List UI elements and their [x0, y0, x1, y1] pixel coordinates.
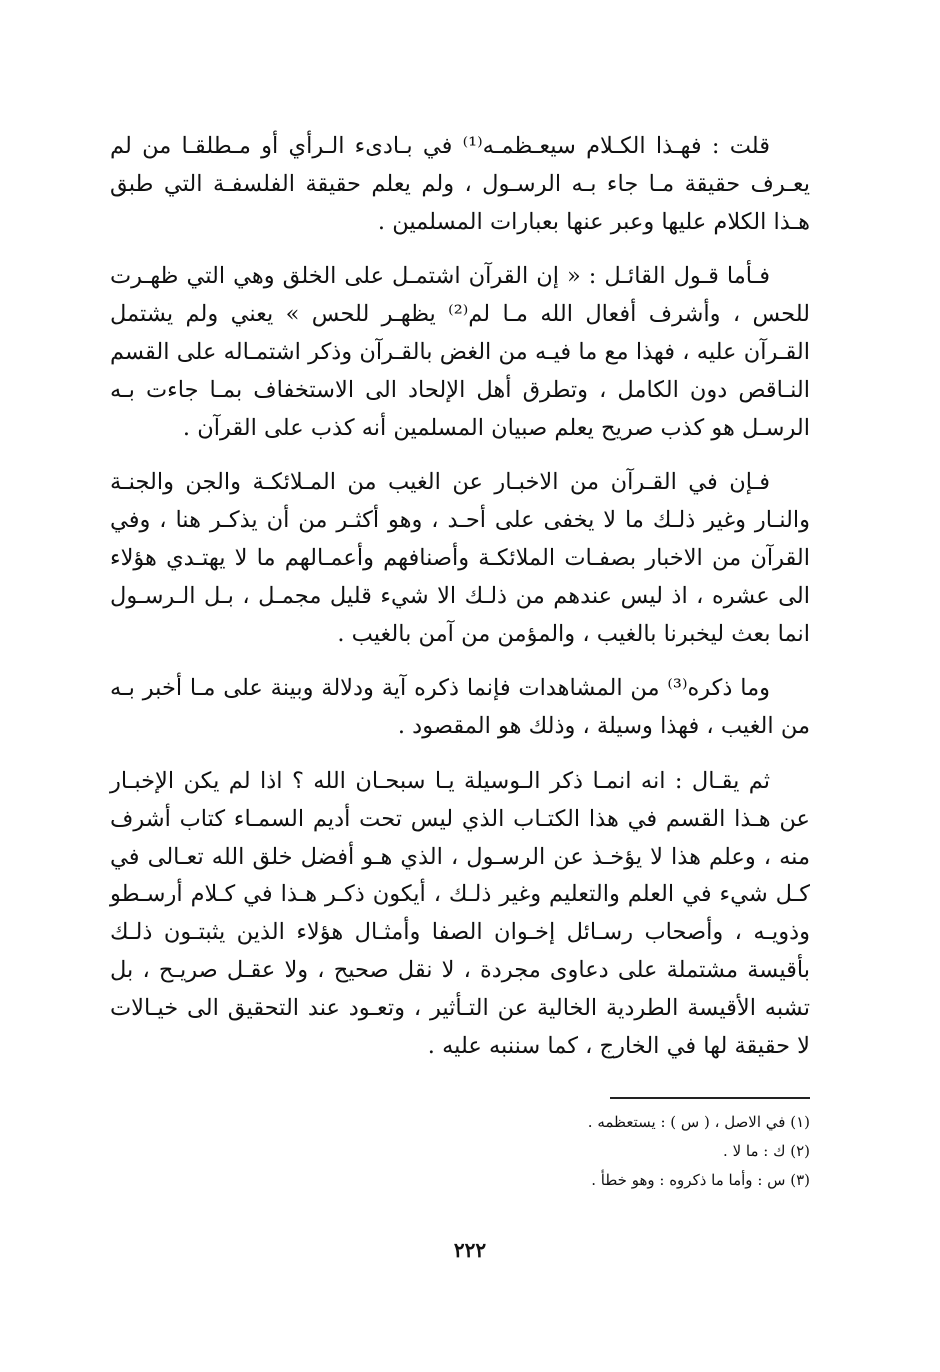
footnote-3: (٣) س : وأما ما ذكروه : وهو خطأ .	[591, 1171, 810, 1189]
footnote-divider	[610, 1097, 810, 1099]
paragraph-2: فـأما قـول القائـل : « إن القرآن اشتمـل على الخلق وهي التي ظهـرت للحس ، وأشرف أفعال الله مـا لم⁽²⁾ يظهـر للحس » يعني ولم يشتمل القـرآن عليه ، فهذا مع ما فيـه من الغض بالقـرآن وذكر اشتمـاله على القسم النـاقص دون الكامل ، وتطرق أهل الإلحاد الى الاستخفاف بمـا جاءت بـه الرسـل هو كذب صريح يعلم صبيان المسلمين أنه كذب على القرآن .	[110, 263, 810, 441]
main-text	[110, 128, 810, 1082]
paragraph-1: قلت : فهـذا الكـلام سيعـظمـه⁽¹⁾ في بـادىء الـرأي أو مـطلقـا من لم يعـرف حقيقة مـا جاء بـه الرسـول ، ولم يعلم حقيقة الفلسفـة التي طبق هـذا الكلام عليها وعبر عنها بعبارات المسلمين .	[110, 133, 810, 235]
footnote-1: (١) في الاصل ، ( س ) : يستعظمه .	[587, 1113, 810, 1131]
footnotes	[360, 1108, 810, 1195]
paragraph-3: فـإن في القـرآن من الاخبـار عن الغيب من المـلائكـة والجن والجنـة والنـار وغير ذلـك ما لا يخفى على أحـد ، وهو أكثـر من أن يذكـر هنا ، وفي القرآن من الاخبار بصفـات الملائكـة وأصنافهم وأعمـالهم ما لا يهتـدي هؤلاء الى عشره ، اذ ليس عندهم من ذلـك الا شيء قليل مجمـل ، بـل الـرسـول انما بعث ليخبرنا بالغيب ، والمؤمن من آمن بالغيب .	[110, 469, 810, 647]
paragraph-4: وما ذكره⁽³⁾ من المشاهدات فإنما ذكره آية ودلالة وبينة على مـا أخبر بـه من الغيب ، فهذا وسيلة ، وذلك هو المقصود .	[110, 675, 810, 740]
footnote-2: (٢) ك : ما لا .	[723, 1142, 810, 1160]
paragraph-5: ثم يقـال : انه انمـا ذكر الـوسيلة يـا سبحـان الله ؟ اذا لم يكن الإخبـار عن هـذا القسم في هذا الكتـاب الذي ليس تحت أديم السمـاء كتاب أشرف منه ، وعلم هذا لا يؤخـذ عن الرسـول ، الذي هـو أفضل خلق الله تعـالى في كـل شيء في العلم والتعليم وغير ذلـك ، أيكون ذكـر هـذا في كـلام أرسـطو وذويـه ، وأصحاب رسـائل إخـوان الصفا وأمثـال هؤلاء الذين يثبتـون ذلـك بأقيسة مشتملة على دعاوى مجردة ، لا نقل صحيح ، ولا عقـل صريـح ، بل تشبه الأقيسة الطردية الخالية عن التـأثير ، وتعـود عند التحقيق الى خيـالات لا حقيقة لها في الخارج ، كما سننبه عليه .	[110, 767, 810, 1059]
page-number: ٢٢٢	[453, 1238, 487, 1262]
